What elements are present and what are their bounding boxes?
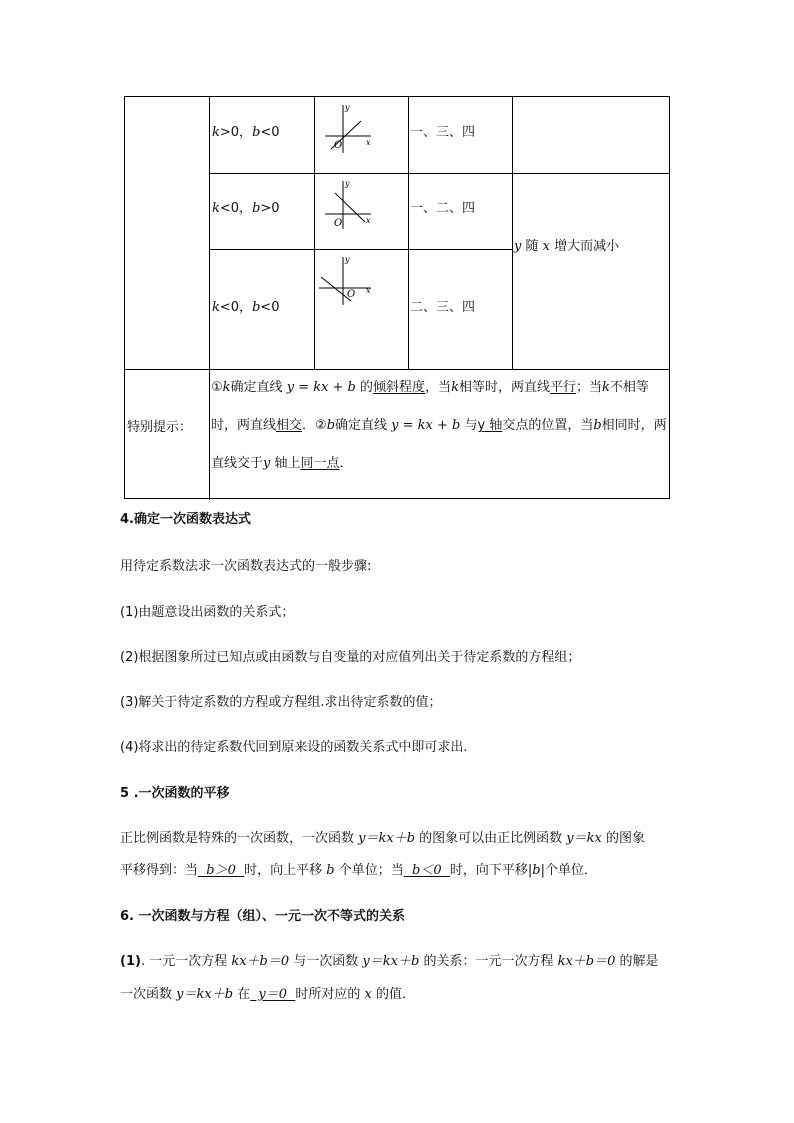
svg-text:O: O <box>347 289 356 300</box>
paragraph-line: (1). 一元一次方程 kx＋b＝0 与一次函数 y＝kx＋b 的关系：一元一次方程 kx＋b＝0 的解是 <box>120 954 659 969</box>
section-4-intro: 用待定系数法求一次函数表达式的一般步骤: <box>120 559 372 574</box>
svg-text:y: y <box>345 255 350 264</box>
condition-cell: k>0，b<0 <box>212 125 280 140</box>
quadrants-cell: 一、三、四 <box>410 125 476 140</box>
section-6-heading: 6. 一次函数与方程（组）、一元一次不等式的关系 <box>120 909 406 924</box>
step-item: (1)由题意设出函数的关系式； <box>120 605 295 620</box>
svg-text:x: x <box>366 138 371 147</box>
tip-label: 特别提示： <box>127 420 193 435</box>
quadrants-cell: 二、三、四 <box>410 300 476 315</box>
condition-cell: k<0，b<0 <box>212 300 280 315</box>
condition-cell: k<0，b>0 <box>212 201 280 216</box>
graph-k-pos-b-neg <box>319 101 375 157</box>
paragraph-line: 正比例函数是特殊的一次函数，一次函数 y＝kx＋b 的图象可以由正比例函数 y＝kx 的图象 <box>120 831 645 846</box>
answer-blank: b＞0 <box>198 863 245 878</box>
table-divider <box>209 173 669 174</box>
step-item: (3)解关于待定系数的方程或方程组.求出待定系数的值； <box>120 695 442 710</box>
answer-blank: y＝0 <box>250 987 296 1002</box>
svg-text:y: y <box>345 179 350 188</box>
table-divider <box>512 97 513 369</box>
graph-k-neg-b-pos <box>319 177 375 233</box>
table-divider <box>314 97 315 369</box>
svg-text:O: O <box>334 218 343 229</box>
answer-blank: b＜0 <box>403 863 450 878</box>
table-divider <box>408 97 409 369</box>
paragraph-line: 平移得到：当 b＞0 时，向上平移 b 个单位；当 b＜0 时，向下平移|b|个单位． <box>120 863 597 878</box>
paragraph-line: 一次函数 y＝kx＋b 在 y＝0 时所对应的 x 的值． <box>120 987 415 1002</box>
function-properties-table <box>124 96 670 499</box>
table-divider <box>209 249 513 250</box>
table-divider <box>209 97 210 500</box>
svg-text:x: x <box>366 216 371 225</box>
quadrants-cell: 一、二、四 <box>410 201 476 216</box>
property-cell: y 随 x 增大而减小 <box>514 239 620 254</box>
graph-k-neg-b-neg <box>313 253 375 309</box>
svg-text:O: O <box>334 140 343 151</box>
section-5-heading: 5 .一次函数的平移 <box>120 786 230 801</box>
step-item: (4)将求出的待定系数代回到原来设的函数关系式中即可求出. <box>120 740 468 755</box>
svg-text:x: x <box>366 286 371 295</box>
step-item: (2)根据图象所过已知点或由函数与自变量的对应值列出关于待定系数的方程组； <box>120 650 581 665</box>
section-4-heading: 4.确定一次函数表达式 <box>120 512 251 527</box>
tip-body: ①k确定直线 y = kx + b 的倾斜程度，当k相等时，两直线平行；当k不相等时，两直线相交．②b确定直线 y = kx + b 与y 轴交点的位置，当b相同时，两直线交于y 轴上同一点． <box>211 380 667 471</box>
svg-text:y: y <box>345 103 350 112</box>
